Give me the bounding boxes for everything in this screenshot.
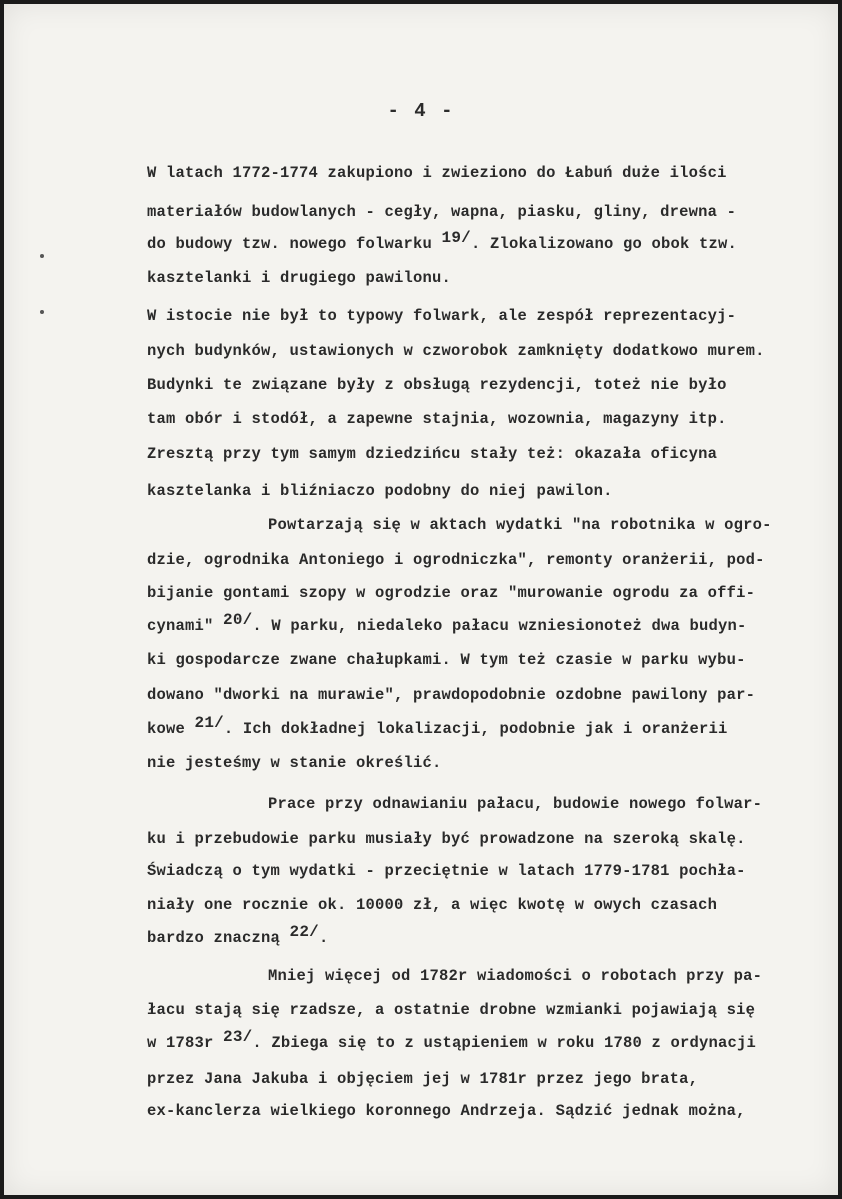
line-text: W latach 1772-1774 zakupiono i zwieziono do Łabuń duże ilości	[147, 164, 727, 182]
line-text: nie jesteśmy w stanie określić.	[147, 754, 442, 772]
line-text-continued: . Zbiega się to z ustąpieniem w roku 1780 z ordynacji	[252, 1034, 757, 1052]
line-text: Zresztą przy tym samym dziedzińcu stały też: okazała oficyna	[147, 445, 718, 463]
text-line	[147, 862, 746, 880]
line-text: Budynki te związane były z obsługą rezydencji, toteż nie było	[147, 376, 727, 394]
margin-dot	[40, 254, 44, 258]
page-number: - 4 -	[387, 100, 455, 122]
text-line	[147, 229, 737, 253]
line-text: tam obór i stodół, a zapewne stajnia, wozownia, magazyny itp.	[147, 410, 727, 428]
footnote-reference: 20/	[223, 611, 253, 629]
line-text: ki gospodarcze zwane chałupkami. W tym też czasie w parku wybu-	[147, 651, 746, 669]
text-line	[147, 307, 736, 325]
text-line	[147, 1028, 757, 1052]
line-text: materiałów budowlanych - cegły, wapna, piasku, gliny, drewna -	[147, 203, 737, 221]
margin-dot	[40, 310, 44, 314]
text-line	[147, 584, 755, 602]
line-text: do budowy tzw. nowego folwarku	[147, 235, 442, 253]
text-line	[147, 923, 329, 947]
line-text: W istocie nie był to typowy folwark, ale zespół reprezentacyj-	[147, 307, 737, 325]
text-line	[147, 1001, 755, 1019]
line-text: kasztelanka i bliźniaczo podobny do niej pawilon.	[147, 482, 613, 500]
line-text: cynami"	[147, 617, 224, 635]
line-text: Prace przy odnawianiu pałacu, budowie nowego folwar-	[268, 795, 763, 813]
line-text: Świadczą o tym wydatki - przeciętnie w latach 1779-1781 pochła-	[147, 862, 746, 880]
text-line	[147, 410, 727, 428]
text-line	[147, 651, 746, 669]
text-line	[147, 1070, 698, 1088]
footnote-reference: 22/	[289, 923, 319, 941]
line-text: Mniej więcej od 1782r wiadomości o robotach przy pa-	[268, 967, 763, 985]
text-line	[147, 445, 717, 463]
text-line	[268, 516, 772, 534]
text-line	[147, 754, 442, 772]
line-text-continued: . W parku, niedaleko pałacu wzniesionoteż dwa budyn-	[252, 617, 747, 635]
line-text: dzie, ogrodnika Antoniego i ogrodniczka", remonty oranżerii, pod-	[147, 551, 765, 569]
line-text: kowe	[147, 720, 195, 738]
line-text-continued: .	[318, 929, 329, 947]
text-line	[147, 203, 736, 221]
text-line	[147, 896, 717, 914]
line-text: bardzo znaczną	[147, 929, 290, 947]
text-line	[147, 482, 613, 500]
text-line	[147, 164, 727, 182]
line-text-continued: . Ich dokładnej lokalizacji, podobnie jak i oranżerii	[223, 720, 728, 738]
line-text: przez Jana Jakuba i objęciem jej w 1781r przez jego brata,	[147, 1070, 699, 1088]
text-line	[268, 795, 762, 813]
text-line	[268, 967, 762, 985]
line-text: ku i przebudowie parku musiały być prowadzone na szeroką skalę.	[147, 830, 746, 848]
footnote-reference: 23/	[223, 1028, 253, 1046]
text-line	[147, 830, 746, 848]
line-text: niały one rocznie ok. 10000 zł, a więc kwotę w owych czasach	[147, 896, 718, 914]
line-text: łacu stają się rzadsze, a ostatnie drobne wzmianki pojawiają się	[147, 1001, 756, 1019]
line-text: dowano "dworki na murawie", prawdopodobnie ozdobne pawilony par-	[147, 686, 756, 704]
footnote-reference: 19/	[441, 229, 471, 247]
text-line	[147, 342, 765, 360]
line-text: bijanie gontami szopy w ogrodzie oraz "murowanie ogrodu za offi-	[147, 584, 756, 602]
line-text: w 1783r	[147, 1034, 224, 1052]
line-text-continued: . Zlokalizowano go obok tzw.	[470, 235, 737, 253]
text-line	[147, 376, 727, 394]
line-text: kasztelanki i drugiego pawilonu.	[147, 269, 452, 287]
line-text: nych budynków, ustawionych w czworobok zamknięty dodatkowo murem.	[147, 342, 765, 360]
line-text: Powtarzają się w aktach wydatki "na robotnika w ogro-	[268, 516, 772, 534]
text-line	[147, 686, 755, 704]
footnote-reference: 21/	[194, 714, 224, 732]
text-line	[147, 551, 765, 569]
line-text: ex-kanclerza wielkiego koronnego Andrzeja. Sądzić jednak można,	[147, 1102, 746, 1120]
text-line	[147, 269, 451, 287]
text-line	[147, 1102, 746, 1120]
text-line	[147, 611, 747, 635]
text-line	[147, 714, 728, 738]
